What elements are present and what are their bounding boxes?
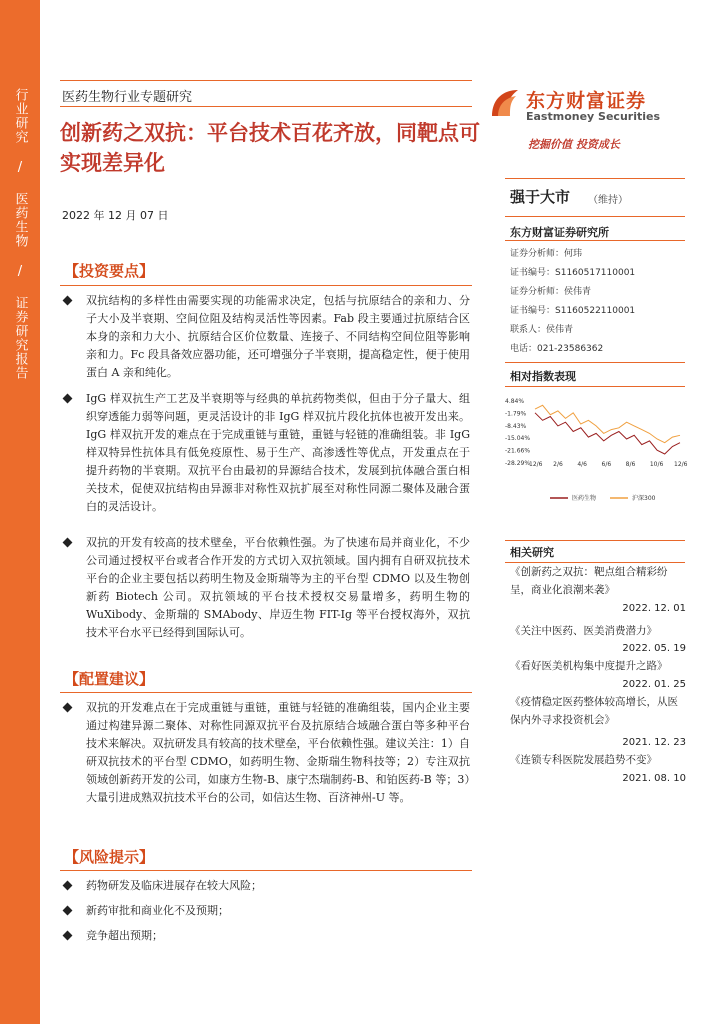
diamond-bullet-icon — [63, 881, 73, 891]
eastmoney-logo-icon — [488, 86, 522, 120]
section-rule — [60, 870, 472, 871]
slogan: 挖掘价值 投资成长 — [528, 138, 620, 151]
y-tick-label: 4.84% — [505, 398, 525, 405]
x-tick-label: 12/6 — [674, 461, 688, 468]
diamond-bullet-icon — [63, 538, 73, 548]
x-tick-label: 6/6 — [601, 461, 612, 468]
license-row: 证书编号：S1160517110001 — [510, 268, 636, 278]
section-heading-invest: 【投资要点】 — [64, 262, 155, 280]
right-rule — [505, 216, 685, 217]
related-report-5[interactable]: 《连锁专科医院发展趋势不变》 — [510, 754, 657, 766]
related-report-4[interactable]: 《疫情稳定医药整体较高增长，从医保内外寻求投资机会》 — [510, 696, 678, 726]
relative-index-chart — [505, 392, 688, 512]
related-report-1[interactable]: 《创新药之双抗：靶点组合精彩纷呈，商业化浪潮来袭》 — [510, 566, 668, 596]
analyst-row: 证券分析师：侯伟青 — [510, 287, 592, 297]
diamond-bullet-icon — [63, 394, 73, 404]
report-series: 医药生物行业专题研究 — [62, 90, 193, 105]
related-report-date-4: 2021. 12. 23 — [622, 737, 686, 748]
invest-para-3: 双抗的开发有较高的技术壁垒，平台依赖性强。为了快速布局并商业化，不少公司通过授权平台或者合作开发的方式切入双抗领域。国内拥有自研双抗技术平台的企业主要包括以药明生物及金斯瑞等为主的平台型 CDMO 以及生物创新药 Biotech 公司。双抗领域的平台技术授权交易量增多，药明生物的 WuXibody、金斯瑞的 SMAbody、岸迈生物 FIT-Ig 等平台授权海外，双抗技术平台水平已经得到国际认可。 — [86, 536, 470, 639]
x-tick-label: 12/6 — [529, 461, 543, 468]
y-tick-label: -8.43% — [505, 422, 527, 430]
right-rule — [505, 386, 685, 387]
related-report-date-1: 2022. 12. 01 — [622, 603, 686, 614]
related-report-date-2: 2022. 05. 19 — [622, 643, 686, 654]
x-tick-label: 4/6 — [577, 461, 587, 468]
y-tick-label: -28.29% — [505, 460, 531, 467]
analyst-row: 证券分析师：何玮 — [510, 249, 583, 259]
related-report-date-5: 2021. 08. 10 — [622, 773, 686, 784]
right-rule — [505, 362, 685, 363]
y-tick-label: -1.79% — [505, 410, 527, 418]
diamond-bullet-icon — [63, 906, 73, 916]
diamond-bullet-icon — [63, 703, 73, 713]
rating: 强于大市 — [510, 188, 571, 206]
legend-label: 医药生物 — [572, 495, 597, 502]
invest-para-2: IgG 样双抗生产工艺及半衰期等与经典的单抗药物类似，但由于分子量大、组织穿透能力弱等问题，更灵活设计的非 IgG 样双抗片段化抗体也被开发出来。IgG 样双抗开发的难点在于完成重链与重链，重链与轻链的准确组装。非 IgG 样双特异性抗体具有低免疫原性、易于生产、高渗透性等优点，开发重点在于提升药物的半衰期。双抗平台由最初的异源结合技术，发展到抗体融合蛋白相关技术，促使双抗结构由异源非对称性双抗扩展至对称性同源二聚体及融合蛋白的灵活设计。 — [86, 392, 470, 513]
right-rule — [505, 178, 685, 179]
chart-svg — [505, 392, 688, 512]
section-heading-config: 【配置建议】 — [64, 670, 155, 688]
index-section-title: 相对指数表现 — [510, 370, 576, 383]
rating-note: （维持） — [588, 195, 628, 206]
sidebar-label: 行业研究 / 医药生物 / 证券研究报告 — [12, 88, 28, 380]
legend-label: 沪深300 — [632, 495, 656, 502]
section-heading-risk: 【风险提示】 — [64, 848, 155, 866]
risk-para-1: 药物研发及临床进展存在较大风险； — [86, 879, 262, 892]
related-report-date-3: 2022. 01. 25 — [622, 679, 686, 690]
related-title: 相关研究 — [510, 546, 554, 559]
logo-text-cn: 东方财富证券 — [526, 90, 647, 112]
x-tick-label: 2/6 — [553, 461, 563, 468]
y-tick-label: -21.66% — [505, 447, 531, 455]
risk-para-2: 新药审批和商业化不及预期； — [86, 904, 229, 917]
x-tick-label: 10/6 — [649, 461, 664, 468]
institute-name: 东方财富证券研究所 — [510, 226, 609, 239]
header-rule — [60, 106, 472, 107]
config-para-1: 双抗的开发难点在于完成重链与重链，重链与轻链的准确组装，国内企业主要通过构建异源二聚体、对称性同源双抗平台及抗原结合域融合蛋白等多种平台技术来解决。双抗研发具有较高的技术壁垒，平台依赖性强。建议关注：1）自研双抗技术的平台型 CDMO，如药明生物、金斯瑞生物科技等；2）专注双抗领域创新药开发的公司，如康方生物-B、康宁杰瑞制药-B、和铂医药-B 等；3）大量引进成熟双抗技术平台的公司，如信达生物、百济神州-U 等。 — [86, 701, 470, 804]
diamond-bullet-icon — [63, 931, 73, 941]
company-logo — [488, 86, 678, 126]
y-tick-label: -15.04% — [505, 435, 531, 443]
contact-row: 联系人：侯伟青 — [510, 325, 574, 335]
header-top-rule — [60, 80, 472, 81]
phone-row: 电话：021-23586362 — [510, 344, 604, 354]
right-rule — [505, 240, 685, 241]
section-rule — [60, 692, 472, 693]
logo-text-en: Eastmoney Securities — [526, 110, 661, 123]
series-line-0 — [535, 413, 680, 454]
license-row: 证书编号：S1160522110001 — [510, 306, 636, 316]
report-date: 2022 年 12 月 07 日 — [62, 209, 169, 222]
related-report-2[interactable]: 《关注中医药、医美消费潜力》 — [510, 625, 657, 637]
invest-para-1: 双抗结构的多样性由需要实现的功能需求决定，包括与抗原结合的亲和力、分子大小及半衰期、空间位阻及结构灵活性等因素。Fab 段主要通过抗原结合区本身的亲和力大小、抗原结合区价位数量、连接子、不同结构空间位阻等影响亲和力。Fc 段具备效应器功能，还可增强分子半衰期，提高稳定性，便于使用蛋白 A 亲和纯化。 — [86, 294, 470, 379]
left-sidebar — [0, 0, 40, 1024]
related-report-3[interactable]: 《看好医美机构集中度提升之路》 — [510, 660, 668, 672]
right-rule — [505, 540, 685, 541]
section-rule — [60, 285, 472, 286]
diamond-bullet-icon — [63, 296, 73, 306]
page-title: 创新药之双抗：平台技术百花齐放，同靶点可实现差异化 — [60, 121, 480, 175]
x-tick-label: 8/6 — [625, 461, 636, 468]
risk-para-3: 竞争超出预期； — [86, 929, 163, 942]
